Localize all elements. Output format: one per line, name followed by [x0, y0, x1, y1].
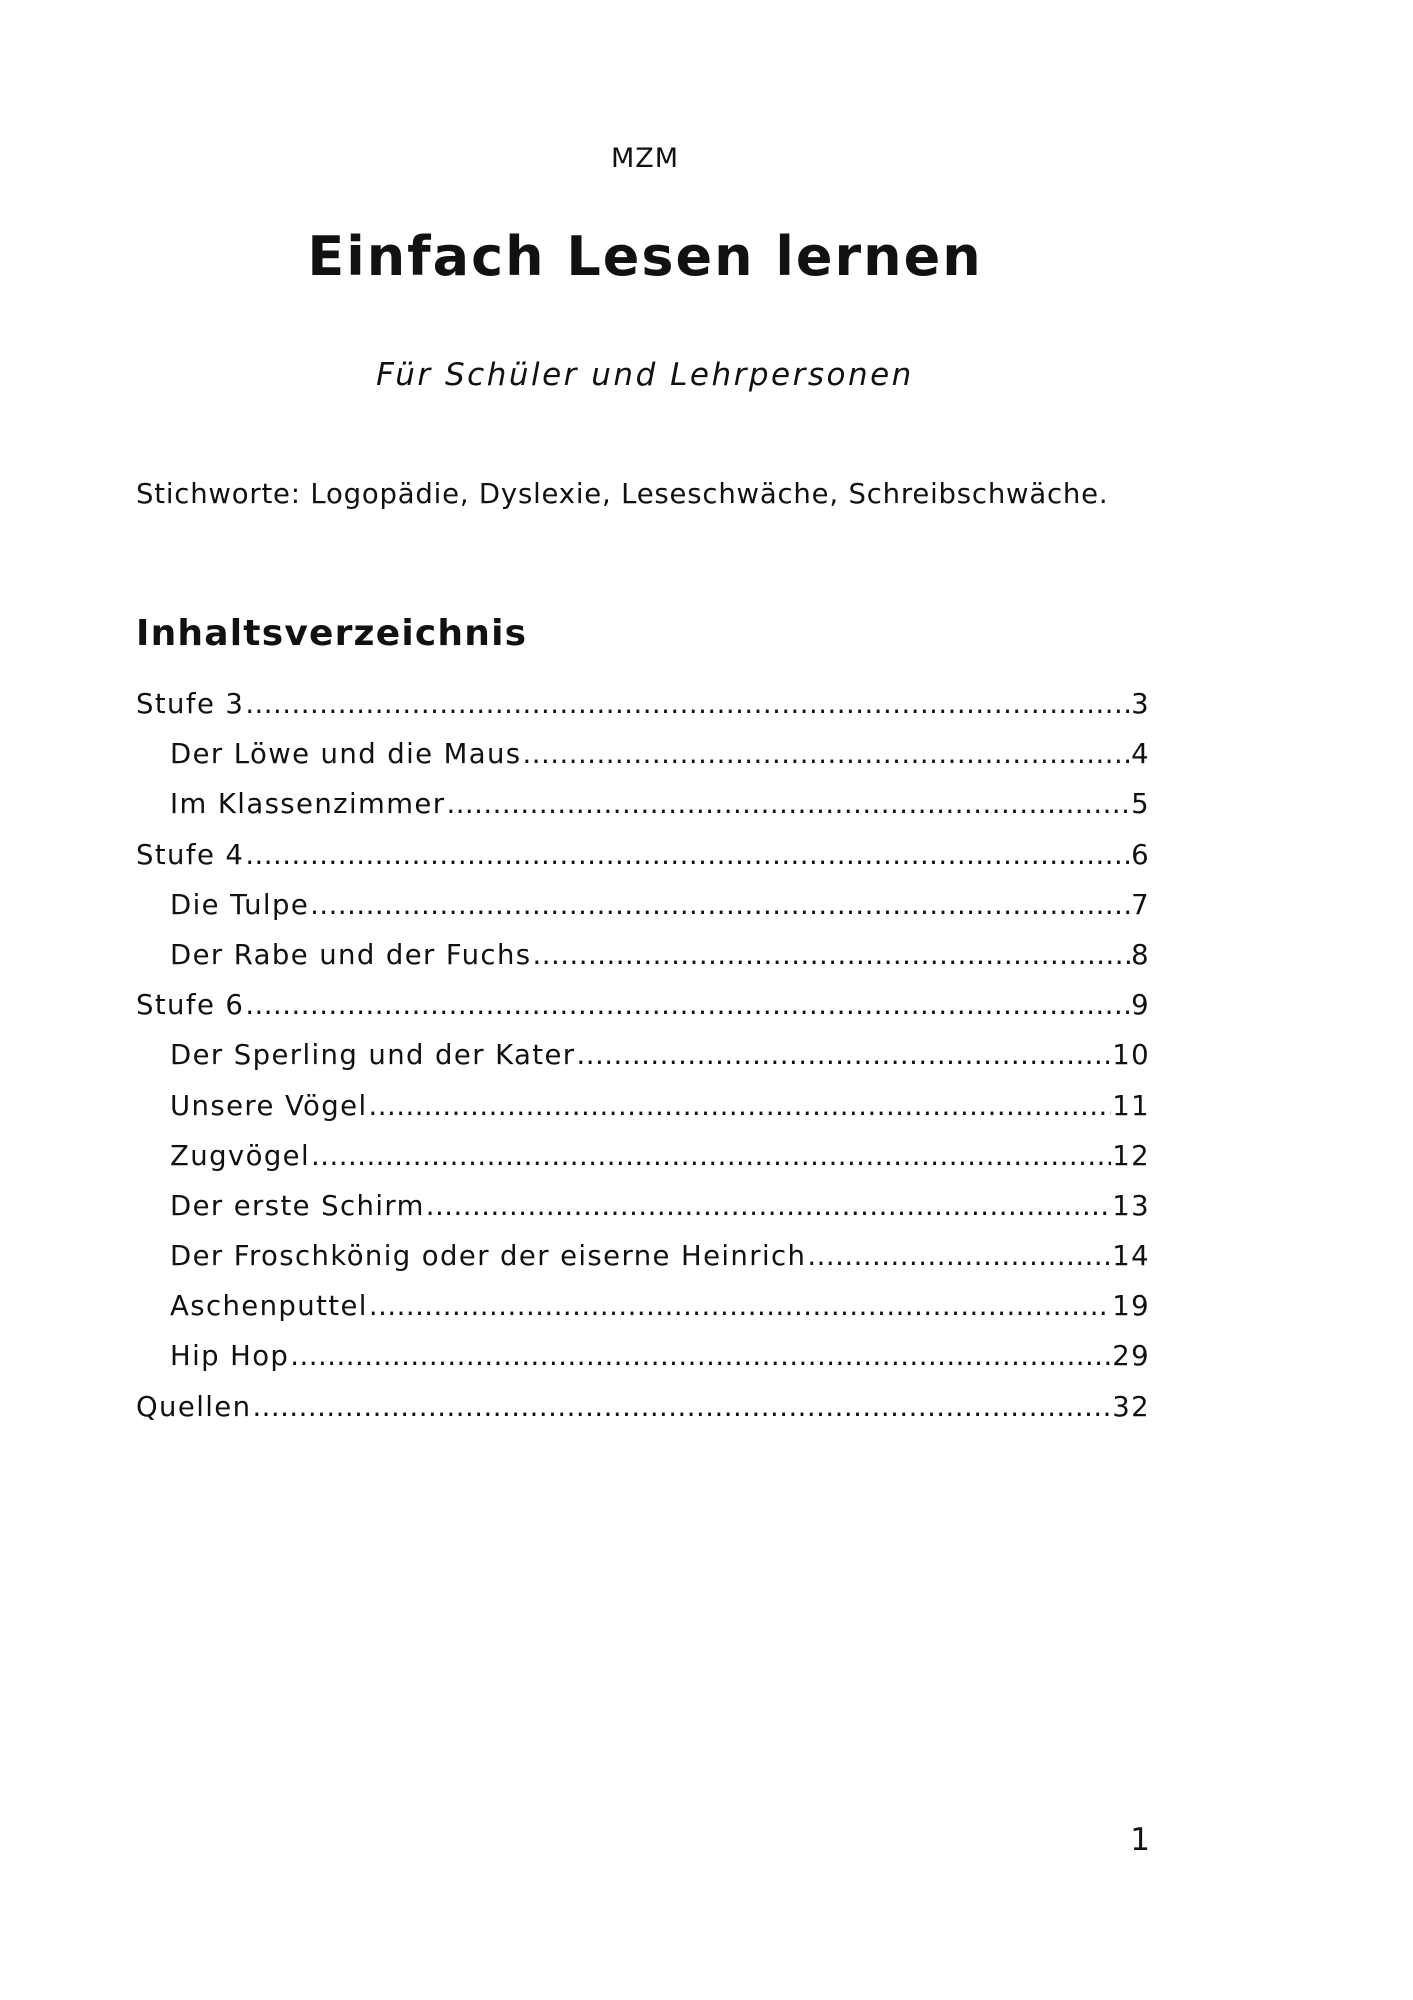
toc-entry-label: Der erste Schirm	[170, 1189, 425, 1222]
toc-entry[interactable]	[136, 688, 1150, 738]
toc-leader-dots	[369, 1290, 1111, 1322]
toc-entry-page: 29	[1112, 1340, 1150, 1373]
toc-leader-dots	[252, 1391, 1111, 1423]
toc-entry-label: Im Klassenzimmer	[170, 788, 446, 821]
toc-leader-dots	[310, 889, 1130, 921]
document-subtitle: Für Schüler und Lehrpersonen	[376, 357, 914, 393]
toc-entry-label: Quellen	[136, 1390, 252, 1423]
toc-entry-label: Der Froschkönig oder der eiserne Heinrich	[170, 1240, 807, 1273]
toc-entry-label: Unsere Vögel	[170, 1089, 368, 1122]
toc-leader-dots	[807, 1240, 1111, 1272]
toc-entry-label: Aschenputtel	[170, 1290, 368, 1323]
toc-entry-label: Die Tulpe	[170, 888, 310, 921]
toc-entry-label: Stufe 4	[136, 838, 245, 871]
toc-entry-page: 6	[1131, 838, 1150, 871]
toc-entry[interactable]	[136, 1190, 1150, 1240]
toc-entry[interactable]	[136, 839, 1150, 889]
toc-leader-dots	[311, 1140, 1111, 1172]
toc-entry-page: 19	[1112, 1290, 1150, 1323]
toc-leader-dots	[245, 839, 1130, 871]
toc-leader-dots	[368, 1090, 1111, 1122]
toc-entry-page: 3	[1131, 688, 1150, 720]
toc-entry-page: 4	[1131, 738, 1150, 771]
keywords-line: Stichworte: Logopädie, Dyslexie, Leseschwäche, Schreibschwäche.	[136, 478, 1109, 510]
toc-entry-page: 7	[1131, 888, 1150, 921]
toc-entry-page: 14	[1112, 1240, 1150, 1273]
page-number: 1	[1130, 1822, 1150, 1858]
toc-entry-label: Hip Hop	[170, 1340, 290, 1373]
toc-leader-dots	[426, 1190, 1111, 1222]
toc-entry[interactable]	[136, 889, 1150, 939]
toc-entry[interactable]	[136, 788, 1150, 838]
table-of-contents	[136, 688, 1150, 1441]
toc-leader-dots	[576, 1039, 1111, 1071]
toc-entry[interactable]	[136, 1240, 1150, 1290]
toc-leader-dots	[533, 939, 1131, 971]
toc-heading: Inhaltsverzeichnis	[136, 613, 528, 654]
toc-entry-page: 32	[1112, 1390, 1150, 1423]
toc-entry-page: 9	[1131, 989, 1150, 1022]
toc-entry[interactable]	[136, 1391, 1150, 1441]
toc-entry[interactable]	[136, 1039, 1150, 1089]
toc-entry-label: Der Sperling und der Kater	[170, 1039, 576, 1072]
toc-entry-label: Zugvögel	[170, 1139, 311, 1172]
toc-entry[interactable]	[136, 1290, 1150, 1340]
document-title: Einfach Lesen lernen	[307, 225, 983, 288]
toc-entry[interactable]	[136, 989, 1150, 1039]
toc-leader-dots	[446, 788, 1130, 820]
toc-entry-page: 10	[1112, 1039, 1150, 1072]
toc-entry-label: Stufe 3	[136, 688, 245, 720]
toc-leader-dots	[245, 688, 1130, 720]
toc-entry-page: 11	[1112, 1089, 1150, 1122]
toc-entry[interactable]	[136, 1140, 1150, 1190]
toc-entry[interactable]	[136, 1090, 1150, 1140]
toc-leader-dots	[523, 738, 1131, 770]
toc-entry-page: 8	[1131, 938, 1150, 971]
toc-entry[interactable]	[136, 939, 1150, 989]
toc-entry[interactable]	[136, 1340, 1150, 1390]
toc-leader-dots	[290, 1340, 1111, 1372]
author-name: MZM	[610, 143, 680, 174]
toc-entry-label: Der Rabe und der Fuchs	[170, 938, 532, 971]
toc-entry-page: 13	[1112, 1189, 1150, 1222]
toc-entry[interactable]	[136, 738, 1150, 788]
toc-entry-page: 12	[1112, 1139, 1150, 1172]
toc-entry-label: Der Löwe und die Maus	[170, 738, 522, 771]
toc-leader-dots	[245, 989, 1130, 1021]
toc-entry-page: 5	[1131, 788, 1150, 821]
toc-entry-label: Stufe 6	[136, 989, 245, 1022]
